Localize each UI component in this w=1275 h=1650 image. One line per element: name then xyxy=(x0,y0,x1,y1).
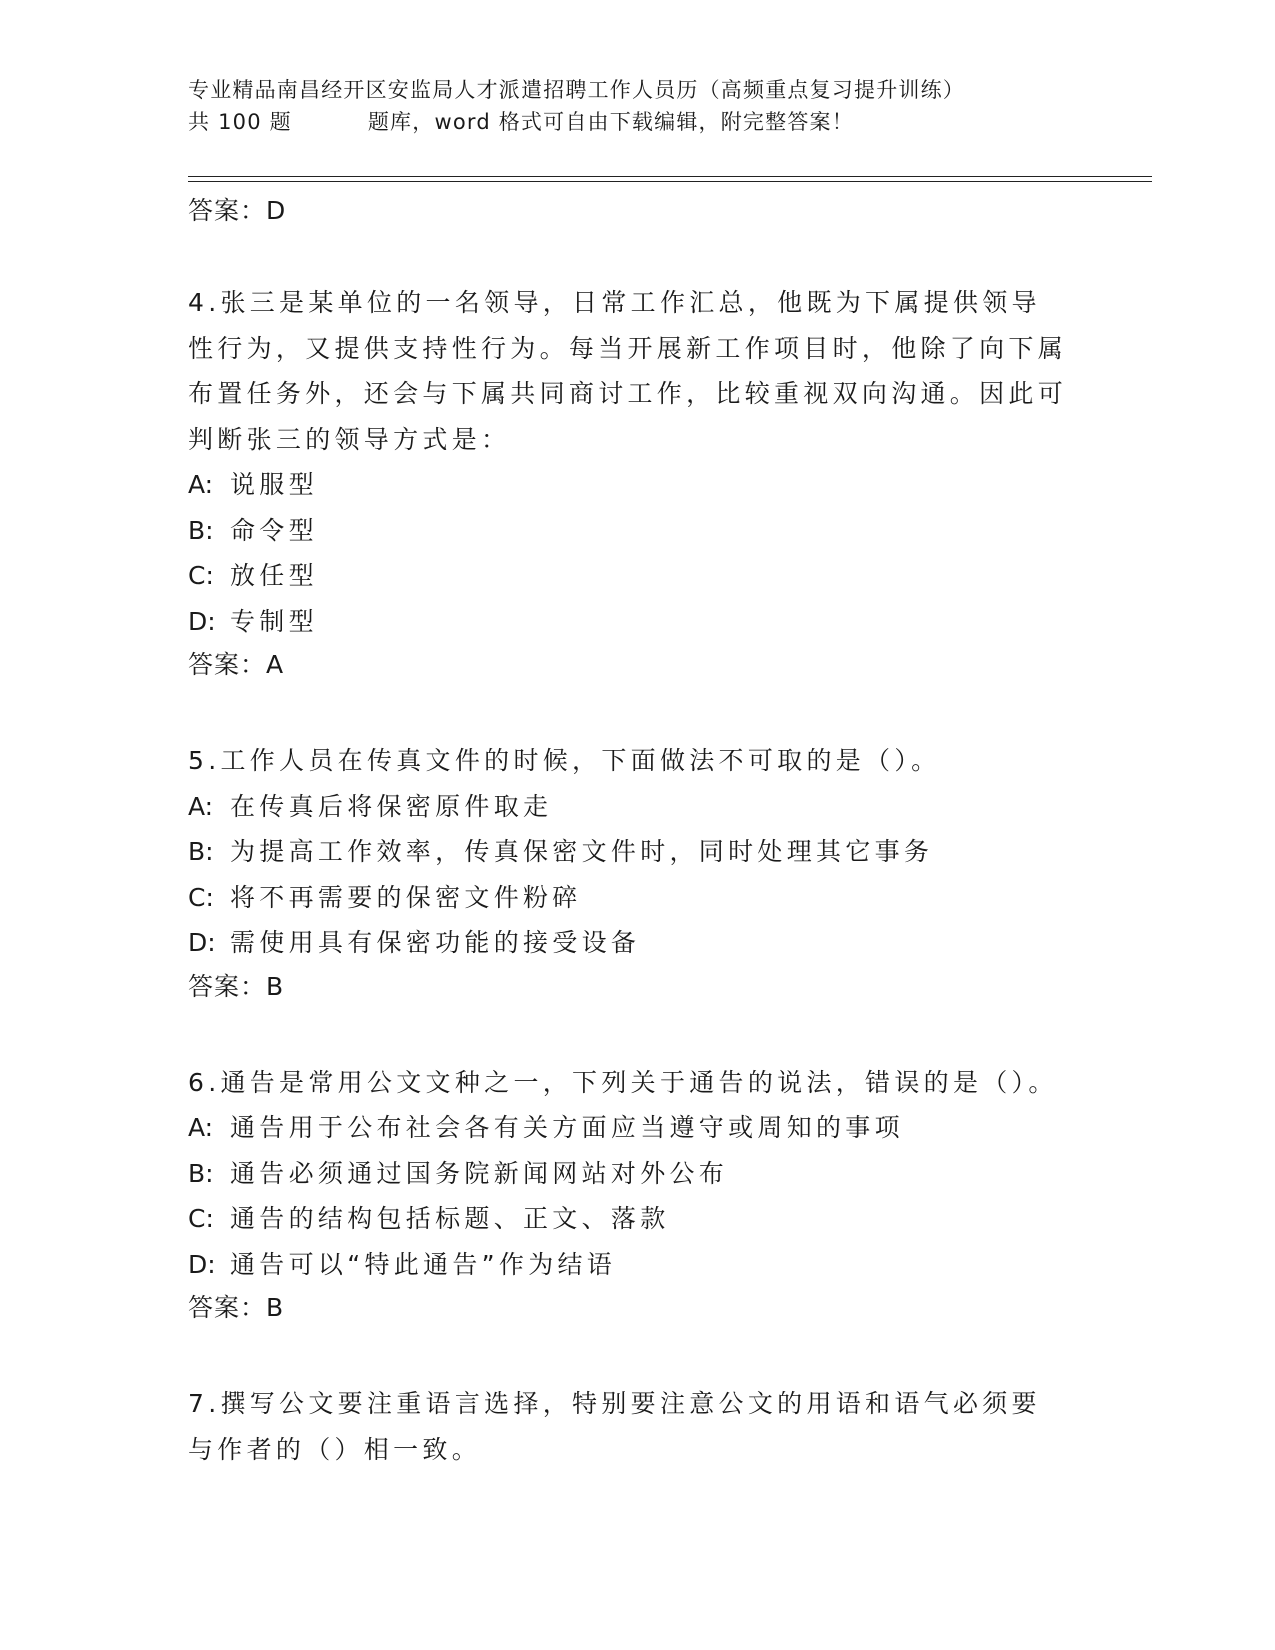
question-block xyxy=(188,738,1068,1008)
option-a xyxy=(188,462,1068,508)
option-label: B: xyxy=(188,1158,214,1188)
header-rule-bottom xyxy=(188,181,1152,182)
option-text: 需使用具有保密功能的接受设备 xyxy=(230,928,641,957)
option-label: D: xyxy=(188,606,216,636)
option-label: D: xyxy=(188,1249,216,1279)
option-c xyxy=(188,875,1068,921)
answer-line: 答案：D xyxy=(188,196,287,225)
answer-line: 答案：B xyxy=(188,1293,285,1322)
option-text: 在传真后将保密原件取走 xyxy=(230,791,553,821)
header-description: 题库，word 格式可自由下载编辑，附完整答案！ xyxy=(367,110,854,134)
option-label: A: xyxy=(188,470,214,499)
question-stem: 5.工作人员在传真文件的时候，下面做法不可取的是（）。 xyxy=(188,746,941,775)
option-text: 通告的结构包括标题、正文、落款 xyxy=(230,1204,670,1233)
option-a xyxy=(188,1105,1068,1151)
answer-line: 答案：B xyxy=(188,971,285,1001)
option-label: A: xyxy=(188,1113,214,1142)
option-c xyxy=(188,1196,1068,1242)
option-text: 通告必须通过国务院新闻网站对外公布 xyxy=(230,1158,729,1188)
option-text: 说服型 xyxy=(230,470,318,499)
option-label: D: xyxy=(188,928,216,957)
question-block xyxy=(188,1381,1068,1472)
option-b xyxy=(188,508,1068,554)
option-text: 将不再需要的保密文件粉碎 xyxy=(230,882,582,912)
option-label: C: xyxy=(188,1204,214,1233)
option-label: A: xyxy=(188,791,214,821)
question-block xyxy=(188,1060,1068,1330)
option-text: 放任型 xyxy=(230,561,318,590)
header-rule-top xyxy=(188,176,1152,177)
option-label: B: xyxy=(188,515,214,545)
header-subtitle xyxy=(188,106,1068,138)
document-header xyxy=(188,74,1068,138)
option-d xyxy=(188,1242,1068,1288)
option-text: 为提高工作效率，传真保密文件时，同时处理其它事务 xyxy=(230,837,934,866)
option-label: C: xyxy=(188,882,214,912)
question-stem: 7.撰写公文要注重语言选择，特别要注意公文的用语和语气必须要与作者的（）相一致。 xyxy=(188,1389,1041,1464)
option-c xyxy=(188,553,1068,599)
option-text: 命令型 xyxy=(230,515,318,545)
question-stem: 4.张三是某单位的一名领导，日常工作汇总，他既为下属提供领导性行为，又提供支持性行为。每当开展新工作项目时，他除了向下属布置任务外，还会与下属共同商讨工作，比较重视双向沟通。因此可判断张三的领导方式是： xyxy=(188,288,1068,454)
option-label: B: xyxy=(188,837,214,866)
option-d xyxy=(188,599,1068,645)
option-b xyxy=(188,829,1068,875)
question-block xyxy=(188,280,1068,686)
answer-line: 答案：A xyxy=(188,650,285,679)
option-a xyxy=(188,784,1068,830)
option-text: 通告可以“特此通告”作为结语 xyxy=(230,1249,617,1279)
option-text: 通告用于公布社会各有关方面应当遵守或周知的事项 xyxy=(230,1113,904,1142)
option-b xyxy=(188,1151,1068,1197)
header-title: 专业精品南昌经开区安监局人才派遣招聘工作人员历（高频重点复习提升训练） xyxy=(188,78,965,102)
question-stem: 6.通告是常用公文文种之一，下列关于通告的说法，错误的是（）。 xyxy=(188,1067,1058,1097)
document-body xyxy=(188,190,1068,1472)
option-text: 专制型 xyxy=(230,606,318,636)
header-count: 共 100 题 xyxy=(188,110,292,134)
option-label: C: xyxy=(188,561,214,590)
option-d xyxy=(188,920,1068,966)
